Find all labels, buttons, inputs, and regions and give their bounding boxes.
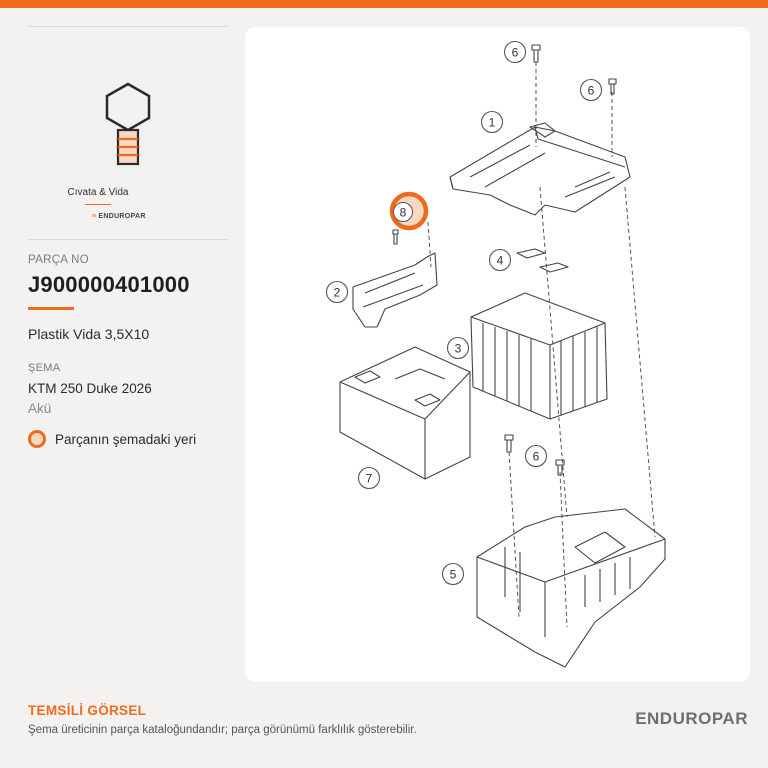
callout-6: 6 (587, 83, 595, 98)
schema-model: KTM 250 Duke 2026 (28, 381, 152, 396)
divider (28, 239, 228, 240)
legend-text: Parçanın şemadaki yeri (55, 431, 197, 447)
disclaimer-note: Şema üreticinin parça kataloğundandır; parça görünümü farklılık gösterebilir. (28, 724, 417, 736)
part-number: J900000401000 (28, 272, 190, 297)
brand-logo: ENDUROPAR (635, 709, 748, 728)
callout-2: 2 (333, 285, 341, 300)
category-card (28, 68, 228, 178)
top-accent-bar (0, 0, 768, 8)
location-legend (28, 430, 196, 448)
part-info-panel (28, 8, 228, 688)
bolt-icon (58, 68, 198, 178)
callout-6: 6 (511, 45, 519, 60)
callout-5: 5 (449, 567, 457, 582)
schema-section: Akü (28, 401, 52, 416)
callout-7: 7 (365, 471, 373, 486)
divider (28, 26, 228, 27)
highlight-marker-icon (28, 430, 46, 448)
callout-4: 4 (496, 253, 504, 268)
part-description: Plastik Vida 3,5X10 (28, 326, 150, 342)
callout-8-highlighted: 8 (399, 205, 407, 220)
exploded-diagram (245, 27, 750, 682)
callout-1: 1 (488, 115, 496, 130)
brand-logo-small (92, 213, 146, 220)
schema-label: ŞEMA (28, 362, 61, 374)
brand-mark-icon: ≡ (92, 213, 97, 220)
part-number-label: PARÇA NO (28, 254, 89, 266)
brand-small-text: ENDUROPAR (98, 213, 146, 220)
category-label: Cıvata & Vida (67, 187, 129, 198)
battery-diagram-drawing (245, 27, 750, 682)
category-underline (85, 204, 111, 205)
callout-3: 3 (454, 341, 462, 356)
part-number-underline (28, 307, 74, 310)
representative-image-title: TEMSİLİ GÖRSEL (28, 703, 147, 718)
callout-6: 6 (532, 449, 540, 464)
